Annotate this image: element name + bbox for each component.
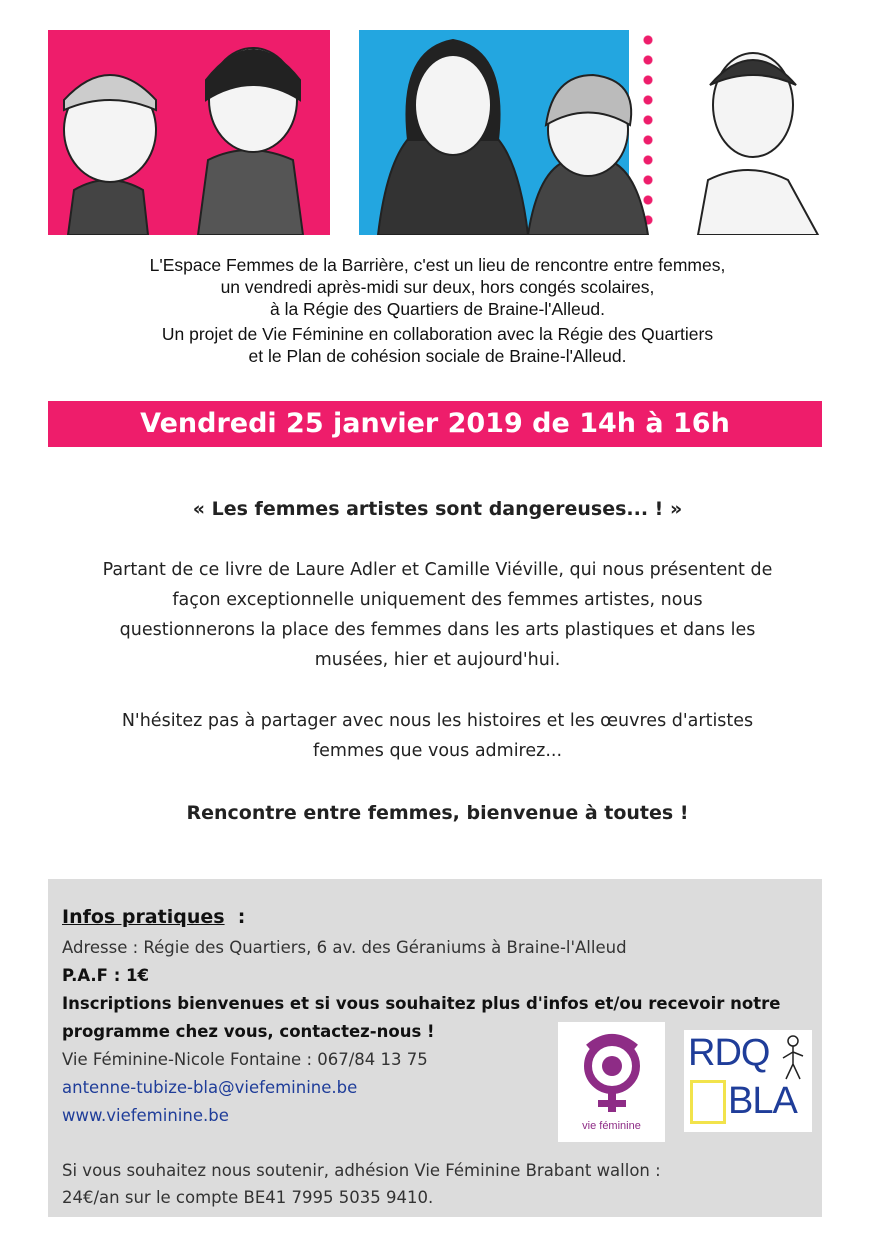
intro-line-5: et le Plan de cohésion sociale de Braine-l'Alleud. (248, 346, 627, 366)
event-description (40, 555, 835, 675)
header-illustration (48, 30, 830, 235)
rdq-bla-logo (684, 1030, 812, 1132)
intro-line-3: à la Régie des Quartiers de Braine-l'Alleud. (269, 299, 606, 319)
event-invitation (40, 706, 835, 766)
practical-info-heading: Infos pratiques (62, 906, 225, 928)
rdq-text: RDQ (688, 1032, 770, 1074)
practical-info-colon: : (237, 906, 246, 928)
welcome-message: Rencontre entre femmes, bienvenue à toutes ! (186, 802, 689, 824)
invitation-line: femmes que vous admirez... (312, 741, 563, 761)
vie-feminine-symbol-icon (558, 1022, 665, 1117)
support-line-2: 24€/an sur le compte BE41 7995 5035 9410. (62, 1188, 434, 1207)
contact-phone: Vie Féminine-Nicole Fontaine : 067/84 13 75 (62, 1050, 428, 1069)
description-line: questionnerons la place des femmes dans les arts plastiques et dans les (119, 620, 756, 640)
intro-line-2: un vendredi après-midi sur deux, hors congés scolaires, (220, 277, 655, 297)
address: Adresse : Régie des Quartiers, 6 av. des Géraniums à Braine-l'Alleud (62, 938, 627, 957)
event-title: « Les femmes artistes sont dangereuses... ! » (192, 498, 683, 520)
contact-email-link[interactable]: antenne-tubize-bla@viefeminine.be (62, 1078, 358, 1097)
inscriptions-line-2: programme chez vous, contactez-nous ! (62, 1022, 435, 1041)
practical-info-box (48, 879, 822, 1217)
intro-line-1: L'Espace Femmes de la Barrière, c'est un lieu de rencontre entre femmes, (149, 255, 726, 275)
description-line: façon exceptionnelle uniquement des femmes artistes, nous (172, 590, 703, 610)
invitation-line: N'hésitez pas à partager avec nous les histoires et les œuvres d'artistes (121, 711, 754, 731)
vie-feminine-label: vie féminine (582, 1120, 641, 1132)
bla-text: BLA (728, 1080, 797, 1122)
inscriptions-line-1: Inscriptions bienvenues et si vous souhaitez plus d'infos et/ou recevoir notre (62, 994, 781, 1013)
rdq-yellow-square (690, 1080, 726, 1124)
support-line-1: Si vous souhaitez nous soutenir, adhésion Vie Féminine Brabant wallon : (62, 1161, 661, 1180)
event-date-banner: Vendredi 25 janvier 2019 de 14h à 16h (48, 401, 822, 447)
vie-feminine-logo (558, 1022, 665, 1142)
worker-figure-icon (778, 1034, 808, 1084)
women-drawing (48, 30, 830, 235)
paf: P.A.F : 1€ (62, 966, 149, 985)
practical-info-title (62, 903, 245, 931)
intro-line-4: Un projet de Vie Féminine en collaboration avec la Régie des Quartiers (161, 324, 714, 344)
website-link[interactable]: www.viefeminine.be (62, 1106, 229, 1125)
description-line: musées, hier et aujourd'hui. (314, 650, 561, 670)
description-line: Partant de ce livre de Laure Adler et Camille Viéville, qui nous présentent de (102, 560, 773, 580)
